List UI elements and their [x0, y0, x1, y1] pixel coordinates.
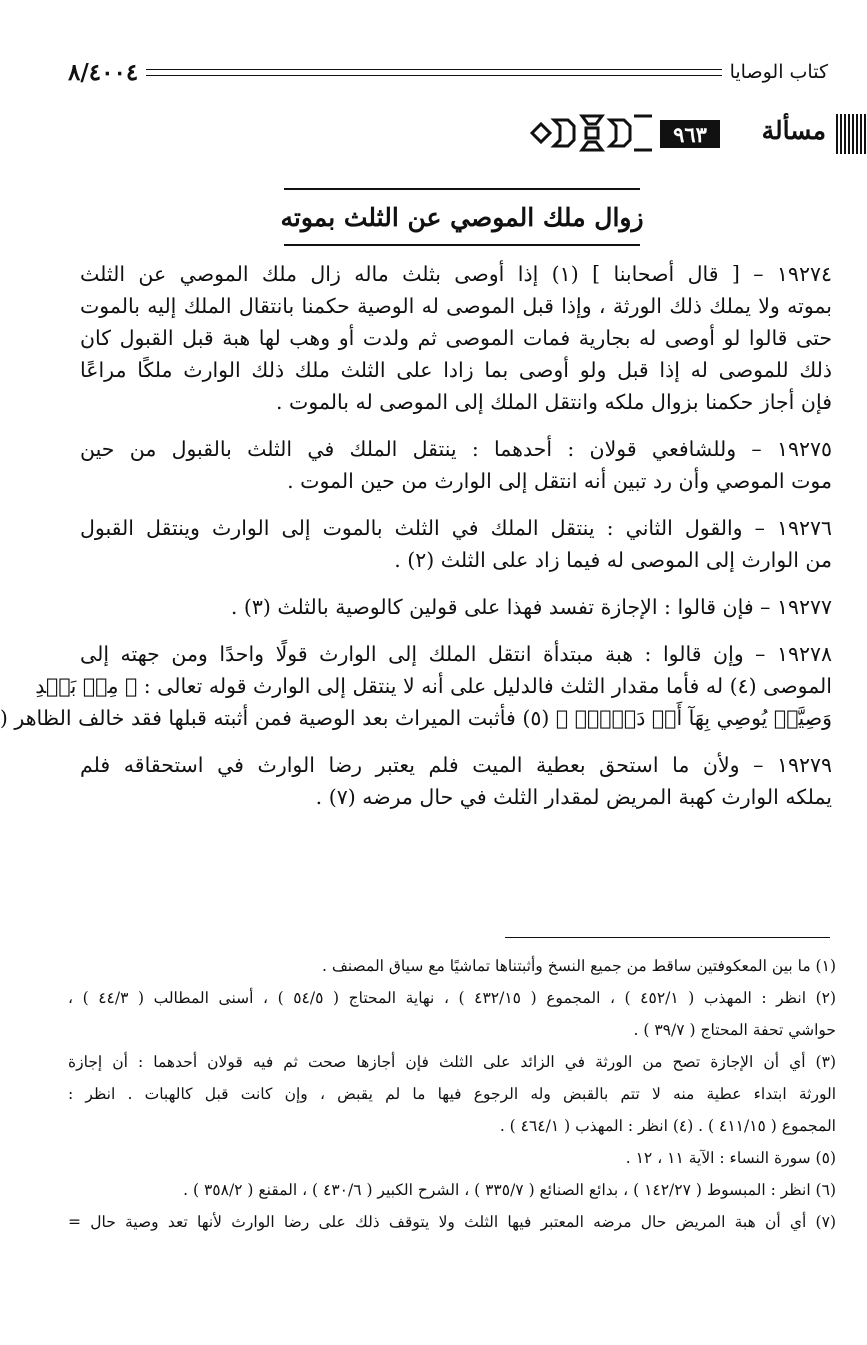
paragraph-line: وَصِيَّةٖ يُوصِي بِهَآ أَوۡ دَيۡنٍۗ ﴾ (٥) فأثبت الميراث بعد الوصية فمن أثبته قبلها فقد خالف الظاهر (: [0, 706, 832, 730]
footnote-line: (٢) انظر : المهذب ( ٤٥٢/١ ) ، المجموع ( ٤٣٢/١٥ ) ، نهاية المحتاج ( ٥٤/٥ ) ، أسنى المطالب ( ٤٤/٣ ) ،: [68, 989, 837, 1007]
paragraph-line: يملكه الوارث كهبة المريض لمقدار الثلث في حال مرضه (٧) .: [315, 785, 832, 809]
header-rule: [146, 69, 721, 76]
chapter-title: زوال ملك الموصي عن الثلث بموته: [280, 202, 644, 232]
paragraph-line: الموصى (٤) له فأما مقدار الثلث فالدليل على أنه لا ينتقل إلى الوارث قوله تعالى : ﴿ مِنۢ بَعۡدِ: [35, 674, 832, 698]
paragraph-line: بموته ولا يملك ذلك الورثة ، وإذا قبل الموصى له الوصية حكمنا بانتقال الملك إليه بالموت: [80, 294, 832, 318]
footnote-line: (١) ما بين المعكوفتين ساقط من جميع النسخ وأثبتناها تماشيًا مع سياق المصنف .: [321, 957, 836, 975]
paragraph-line: ذلك للموصى له إذا قبل ولو أوصى بما زادا على الثلث ملك ذلك الوارث ملكًا مراعًا: [80, 358, 832, 382]
issue-banner: [530, 110, 866, 156]
paragraph-line: ١٩٢٧٥ – وللشافعي قولان : أحدهما : ينتقل الملك في الثلث بالقبول من حين: [80, 437, 832, 461]
footnotes: [68, 950, 836, 1238]
paragraph-line: موت الموصي وأن رد تبين أنه انتقل إلى الوارث من حين الموت .: [287, 469, 832, 493]
footnote-line: (٦) انظر : المبسوط ( ١٤٢/٢٧ ) ، بدائع الصنائع ( ٣٣٥/٧ ) ، الشرح الكبير ( ٤٣٠/٦ ) ، المقنع ( ٣٥٨/٢ ) .: [183, 1181, 836, 1199]
paragraph-line: ١٩٢٧٤ – [ قال أصحابنا ] (١) إذا أوصى بثلث ماله زال ملك الموصي عن الثلث: [80, 262, 832, 286]
chapter-title-frame: [280, 188, 644, 246]
page-number: ٨/٤٠٠٤: [68, 58, 139, 86]
paragraph-line: فإن أجاز حكمنا بزوال ملكه وانتقل الملك إلى الموصى له بالموت .: [276, 390, 832, 414]
footnote-line: (٧) أي أن هبة المريض حال مرضه المعتبر فيها الثلث ولا يتوقف ذلك على رضا الوارث لأنها تعد وصية حال =: [68, 1213, 836, 1231]
issue-number: ٩٦٣: [660, 120, 720, 148]
ornament-icon: [530, 110, 654, 156]
paragraph-line: من الوارث إلى الموصى له فيما زاد على الثلث (٢) .: [394, 548, 832, 572]
footnote-line: حواشي تحفة المحتاج ( ٣٩/٧ ) .: [633, 1021, 836, 1039]
footnote-rule: [505, 937, 830, 938]
paragraph-line: ١٩٢٧٦ – والقول الثاني : ينتقل الملك في الثلث بالموت إلى الوارث وينتقل القبول: [80, 516, 832, 540]
running-header: [68, 57, 828, 87]
footnote-line: المجموع ( ٤١١/١٥ ) . (٤) انظر : المهذب ( ٤٦٤/١ ) .: [499, 1117, 836, 1135]
paragraph-line: ١٩٢٧٨ – وإن قالوا : هبة مبتدأة انتقل الملك إلى الوارث قولًا واحدًا ومن جهته إلى: [80, 642, 832, 666]
paragraph-line: ١٩٢٧٧ – فإن قالوا : الإجازة تفسد فهذا على قولين كالوصية بالثلث (٣) .: [230, 595, 832, 619]
footnote-line: الورثة ابتداء عطية منه لا تتم بالقبض وله الرجوع فيها ما لم يقبض ، وإن كانت قبل كالهبات . انظر :: [68, 1085, 836, 1103]
issue-label: مسألة: [761, 116, 826, 145]
book-title: كتاب الوصايا: [729, 61, 828, 83]
issue-stripes-decoration: [836, 114, 866, 154]
body-text: [0, 258, 832, 813]
footnote-line: (٥) سورة النساء : الآية ١١ ، ١٢ .: [625, 1149, 836, 1167]
paragraph-line: حتى قالوا لو أوصى له بجارية فمات الموصى ثم ولدت أو وهب لها هبة قبل القبول كان: [80, 326, 832, 350]
footnote-line: (٣) أي أن الإجازة تصح من الورثة في الزائد على الثلث فإن أجازها صحت ثم فيه قولان أحدهما : أن إجازة: [68, 1053, 836, 1071]
paragraph-line: ١٩٢٧٩ – ولأن ما استحق بعطية الميت فلم يعتبر رضا الوارث في استحقاقه فلم: [80, 753, 832, 777]
